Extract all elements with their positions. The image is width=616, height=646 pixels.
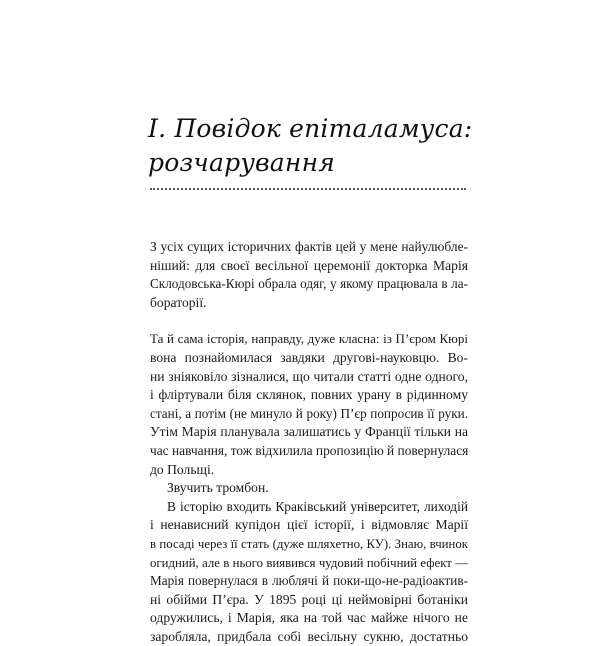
text-line: вона познайомилася завдяки другові-науковцю. Во- <box>150 349 468 365</box>
text-line: огидний, але в нього виявився чудовий побічний ефект — <box>150 555 468 570</box>
text-line: ніший: для своєї весільної церемонії докторка Марія <box>150 257 468 273</box>
text-line: ни зніяковіло зізналися, що читали статті одне одного, <box>150 368 468 384</box>
text-line: Утім Марія планувала залишатись у Франції тільки на <box>150 424 468 440</box>
text-line: час навчання, тож відхилила пропозицію й повернулася <box>150 442 469 458</box>
text-line: і ненависний купідон цієї історії, і відмовляє Марії <box>150 517 468 533</box>
text-line: В історію входить Краківський університет, лиходій <box>167 498 468 514</box>
text-line: З усіх сущих історичних фактів цей у мене найулюбле- <box>150 239 468 254</box>
text-line: Марія повернулася в люблячі й поки-що-не-радіоактив- <box>150 573 468 589</box>
text-line: заробляла, придбала собі весільну сукню, достатньо <box>150 628 468 644</box>
chapter-title-line-1: I. Повідок епіталамуса: <box>148 114 473 143</box>
text-line: Звучить тромбон. <box>167 480 269 496</box>
text-line: до Польщі. <box>150 461 215 477</box>
paragraph-gap <box>150 312 468 330</box>
body-text <box>150 238 468 646</box>
text-line: стані, а потім (не минуло й року) П’єр попросив її руки. <box>150 405 468 421</box>
chapter-title <box>148 112 478 180</box>
text-line: одружились, і Марія, яка на той час майже нічого не <box>150 610 468 626</box>
text-line: і фліртували біля склянок, повних урану в рідинному <box>150 387 468 403</box>
text-line: бораторії. <box>150 294 207 310</box>
text-line: Та й сама історія, направду, дуже класна: із П’єром Кюрі <box>150 331 468 347</box>
dotted-divider <box>150 188 466 190</box>
text-line: Склодовська-Кюрі обрала одяг, у якому працювала в ла- <box>150 276 468 292</box>
chapter-title-line-2: розчарування <box>148 148 335 177</box>
text-line: в посаді через її стать (дуже шляхетно, КУ). Знаю, вчинок <box>150 536 468 551</box>
text-line: ні обійми П’єра. У 1895 році ці неймовірні ботаніки <box>150 591 468 607</box>
